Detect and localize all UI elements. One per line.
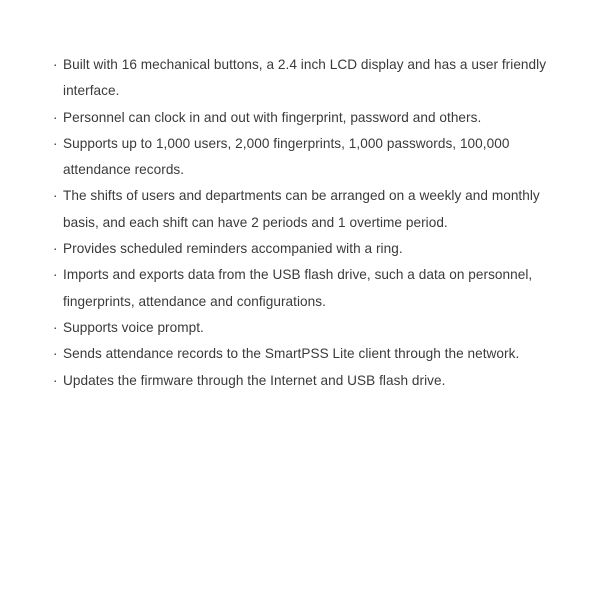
feature-item-clock-in	[53, 105, 553, 131]
bullet-icon: ·	[53, 57, 58, 72]
bullet-icon: ·	[53, 188, 58, 204]
feature-text: Personnel can clock in and out with fingerprint, password and others.	[63, 109, 482, 125]
bullet-icon: ·	[53, 109, 58, 125]
feature-item-shifts	[53, 183, 553, 236]
feature-text: Supports voice prompt.	[63, 319, 204, 335]
bullet-icon: ·	[53, 241, 58, 257]
feature-item-buttons-display	[53, 52, 553, 105]
feature-text: Provides scheduled reminders accompanied with a ring.	[63, 241, 403, 257]
feature-text: Sends attendance records to the SmartPSS Lite client through the network.	[63, 346, 520, 362]
feature-text: Built with 16 mechanical buttons, a 2.4 inch LCD display and has a user friendly interface.	[63, 57, 547, 99]
bullet-icon: ·	[53, 372, 58, 388]
feature-list	[53, 52, 553, 394]
bullet-icon: ·	[53, 135, 58, 151]
feature-item-usb-import-export	[53, 262, 553, 315]
feature-item-smartpss-upload	[53, 341, 553, 367]
feature-item-firmware-update	[53, 368, 553, 394]
bullet-icon: ·	[53, 346, 58, 362]
feature-item-reminders	[53, 236, 553, 262]
bullet-icon: ·	[53, 319, 58, 335]
feature-text: Imports and exports data from the USB flash drive, such a data on personnel, fingerprints, attendance and configurations.	[63, 267, 533, 309]
feature-item-voice-prompt	[53, 315, 553, 341]
feature-text: Supports up to 1,000 users, 2,000 fingerprints, 1,000 passwords, 100,000 attendance records.	[63, 135, 510, 178]
feature-item-capacity	[53, 131, 553, 184]
bullet-icon: ·	[53, 267, 58, 283]
feature-text: The shifts of users and departments can be arranged on a weekly and monthly basis, and each shift can have 2 periods and 1 overtime period.	[63, 188, 540, 230]
feature-text: Updates the firmware through the Internet and USB flash drive.	[63, 372, 446, 388]
